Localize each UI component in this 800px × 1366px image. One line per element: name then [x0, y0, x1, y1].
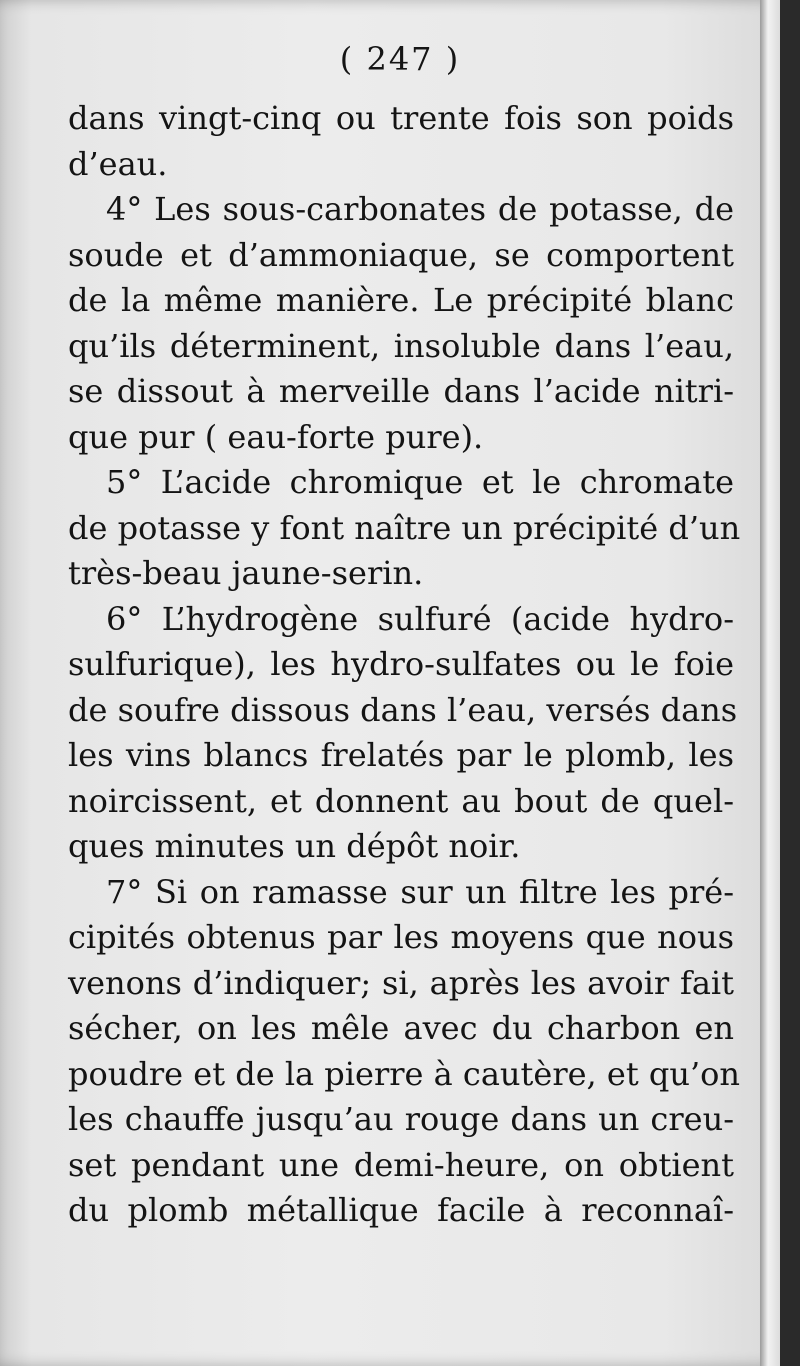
- text-line: d’eau.: [68, 144, 168, 183]
- text-line: sulfurique), les hydro-sulfates ou le foie: [68, 645, 734, 683]
- text-line: soude et d’ammoniaque, se comportent: [68, 235, 734, 274]
- text-line: venons d’indiquer; si, après les avoir fait: [68, 963, 734, 1002]
- text-line: sécher, on les mêle avec du charbon en: [68, 1009, 734, 1047]
- text-line: cipités obtenus par les moyens que nous: [68, 918, 734, 956]
- text-line: noircissent, et donnent au bout de quel-: [68, 781, 734, 820]
- text-line: très-beau jaune-serin.: [68, 554, 424, 592]
- text-line: ques minutes un dépôt noir.: [68, 827, 521, 865]
- text-line: que pur ( eau-forte pure).: [68, 417, 484, 456]
- text-line: de la même manière. Le précipité blanc: [68, 281, 734, 319]
- text-line: 6° L’hydrogène sulfuré (acide hydro-: [106, 599, 734, 638]
- text-line: 4° Les sous-carbonates de potasse, de: [106, 190, 734, 228]
- text-line: 5° L’acide chromique et le chromate: [106, 463, 734, 501]
- text-line: de soufre dissous dans l’eau, versés dans: [68, 690, 738, 729]
- text-line: poudre et de la pierre à cautère, et qu’on: [68, 1054, 740, 1093]
- text-line: set pendant une demi-heure, on obtient: [68, 1145, 734, 1184]
- text-line: se dissout à merveille dans l’acide nitri-: [68, 372, 734, 410]
- text-line: de potasse y font naître un précipité d’un: [68, 508, 741, 547]
- text-line: 7° Si on ramasse sur un filtre les pré-: [106, 872, 734, 911]
- body-text: [68, 96, 741, 1234]
- page-edge: [760, 0, 780, 1366]
- text-line: les chauffe jusqu’au rouge dans un creu-: [68, 1100, 734, 1138]
- page-number: ( 247 ): [339, 40, 461, 78]
- text-line: qu’ils déterminent, insoluble dans l’eau,: [68, 326, 734, 365]
- text-line: du plomb métallique facile à reconnaî-: [68, 1191, 734, 1229]
- text-line: les vins blancs frelatés par le plomb, les: [68, 736, 734, 774]
- text-line: dans vingt-cinq ou trente fois son poids: [68, 99, 734, 137]
